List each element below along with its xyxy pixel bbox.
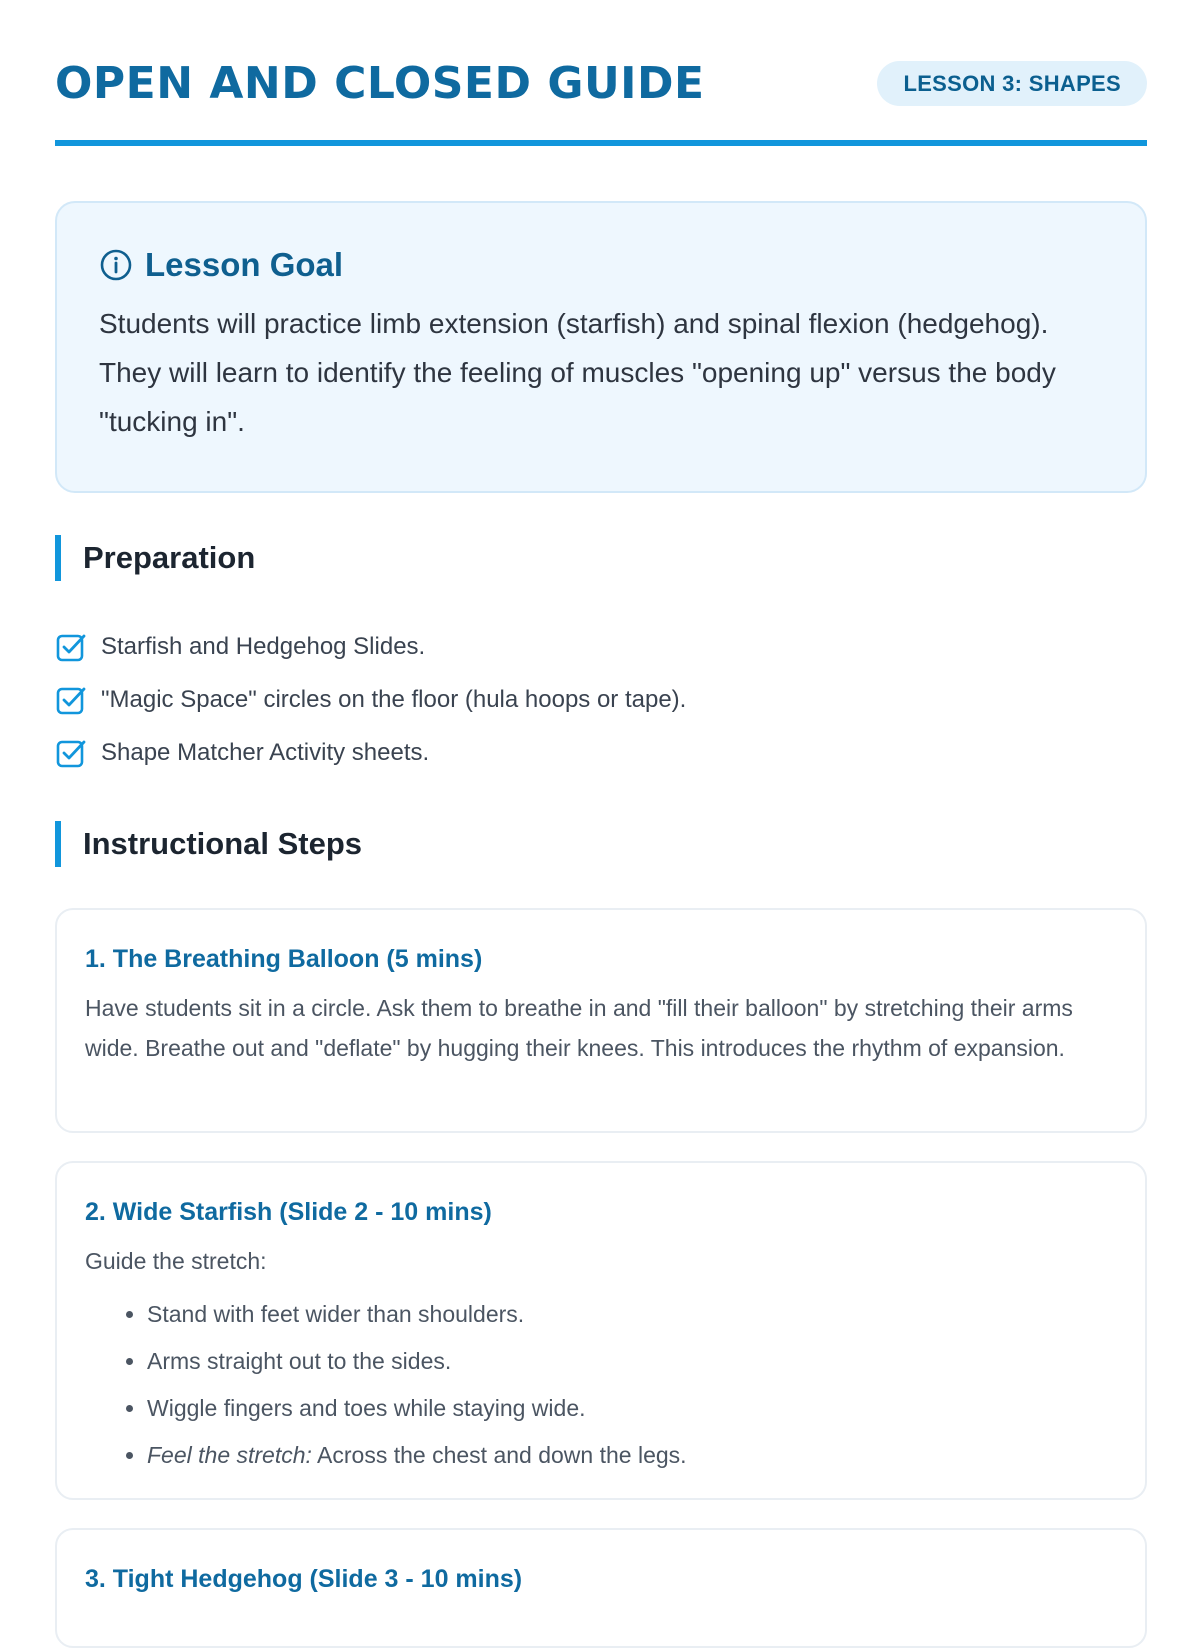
step-bullet: • Stand with feet wider than shoulders.: [147, 1291, 1117, 1338]
step-title: 1. The Breathing Balloon (5 mins): [85, 945, 483, 973]
lesson-goal-title: Lesson Goal: [145, 246, 344, 283]
lesson-goal-card: [55, 201, 1147, 493]
step-title: 3. Tight Hedgehog (Slide 3 - 10 mins): [85, 1565, 523, 1593]
step-bullet: [147, 1432, 1117, 1479]
step-intro: Guide the stretch:: [85, 1248, 267, 1274]
instructional-steps-heading: Instructional Steps: [55, 821, 362, 867]
preparation-heading: Preparation: [55, 535, 255, 581]
page-title: OPEN AND CLOSED GUIDE: [55, 58, 705, 109]
checkbox-checked-icon: [55, 737, 87, 769]
checklist-item-text: Shape Matcher Activity sheets.: [101, 738, 430, 766]
checklist-item: [55, 726, 686, 779]
checkbox-checked-icon: [55, 684, 87, 716]
page-header: [55, 0, 1147, 144]
preparation-checklist: [55, 620, 686, 779]
step-bullet-emphasis: Feel the stretch:: [147, 1442, 312, 1468]
checklist-item: [55, 673, 686, 726]
checkbox-checked-icon: [55, 631, 87, 663]
lesson-goal-header: [99, 243, 1103, 287]
header-divider: [55, 140, 1147, 146]
step-card-wide-starfish: [55, 1161, 1147, 1500]
step-bullet: • Arms straight out to the sides.: [147, 1338, 1117, 1385]
info-icon: [99, 248, 133, 282]
step-title: 2. Wide Starfish (Slide 2 - 10 mins): [85, 1198, 492, 1226]
checklist-item: [55, 620, 686, 673]
step-bullet: • Wiggle fingers and toes while staying wide.: [147, 1385, 1117, 1432]
step-description: Have students sit in a circle. Ask them to breathe in and "fill their balloon" by stretching their arms wide. Breathe out and "deflate" by hugging their knees. This introduces the rhythm of expansion.: [85, 995, 1073, 1061]
lesson-badge: LESSON 3: SHAPES: [877, 61, 1147, 106]
checklist-item-text: Starfish and Hedgehog Slides.: [101, 632, 426, 660]
step-card-tight-hedgehog: [55, 1528, 1147, 1648]
step-bullet-text: Across the chest and down the legs.: [311, 1442, 687, 1468]
checklist-item-text: "Magic Space" circles on the floor (hula hoops or tape).: [101, 685, 687, 713]
lesson-goal-text: Students will practice limb extension (starfish) and spinal flexion (hedgehog). They will learn to identify the feeling of muscles "opening up" versus the body "tucking in".: [99, 308, 1056, 437]
lesson-guide-page: [55, 0, 1147, 1593]
step-card-breathing-balloon: [55, 908, 1147, 1133]
step-bullet-list: [85, 1291, 1117, 1479]
